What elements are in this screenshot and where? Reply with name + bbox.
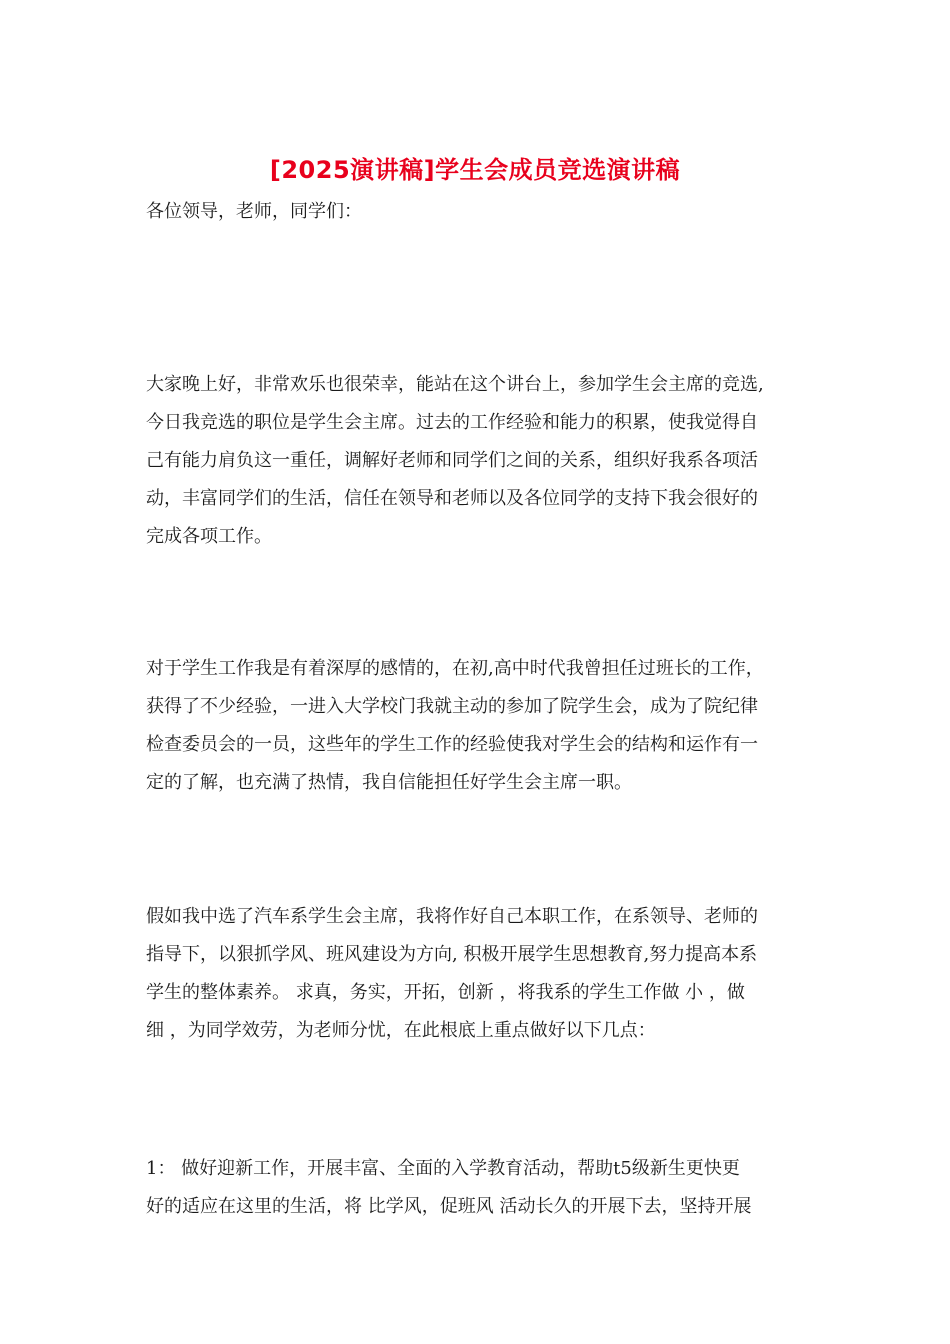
- paragraph-line: 假如我中选了汽车系学生会主席，我将作好自己本职工作，在系领导、老师的: [146, 906, 758, 927]
- paragraph-line: 检查委员会的一员，这些年的学生工作的经验使我对学生会的结构和运作有一: [146, 734, 758, 755]
- paragraph-4: [146, 1150, 816, 1226]
- paragraph-line: 动，丰富同学们的生活，信任在领导和老师以及各位同学的支持下我会很好的: [146, 488, 758, 509]
- paragraph-line: 1： 做好迎新工作，开展丰富、全面的入学教育活动，帮助t5级新生更快更: [146, 1158, 740, 1179]
- paragraph-line: 完成各项工作。: [146, 526, 272, 547]
- greeting-line: 各位领导，老师，同学们：: [146, 201, 362, 222]
- paragraph-line: 己有能力肩负这一重任，调解好老师和同学们之间的关系，组织好我系各项活: [146, 450, 758, 471]
- paragraph-1: [146, 366, 816, 556]
- paragraph-line: 定的了解，也充满了热情，我自信能担任好学生会主席一职。: [146, 772, 632, 793]
- paragraph-line: 今日我竞选的职位是学生会主席。过去的工作经验和能力的积累，使我觉得自: [146, 412, 758, 433]
- document-title: [2025演讲稿]学生会成员竞选演讲稿: [269, 156, 681, 184]
- paragraph-line: 好的适应在这里的生活，将 比学风，促班风 活动长久的开展下去，坚持开展: [146, 1196, 752, 1217]
- paragraph-3: [146, 898, 816, 1050]
- paragraph-2: [146, 650, 816, 802]
- paragraph-line: 大家晚上好，非常欢乐也很荣幸，能站在这个讲台上，参加学生会主席的竞选,: [146, 374, 764, 395]
- paragraph-line: 细 ，为同学效劳，为老师分忧，在此根底上重点做好以下几点：: [146, 1020, 656, 1041]
- paragraph-line: 学生的整体素养。 求真，务实，开拓，创新 ，将我系的学生工作做 小 ，做: [146, 982, 745, 1003]
- paragraph-line: 对于学生工作我是有着深厚的感情的，在初,高中时代我曾担任过班长的工作，: [146, 658, 764, 679]
- paragraph-line: 指导下，以狠抓学风、班风建设为方向, 积极开展学生思想教育,努力提高本系: [146, 944, 758, 965]
- paragraph-line: 获得了不少经验，一进入大学校门我就主动的参加了院学生会，成为了院纪律: [146, 696, 758, 717]
